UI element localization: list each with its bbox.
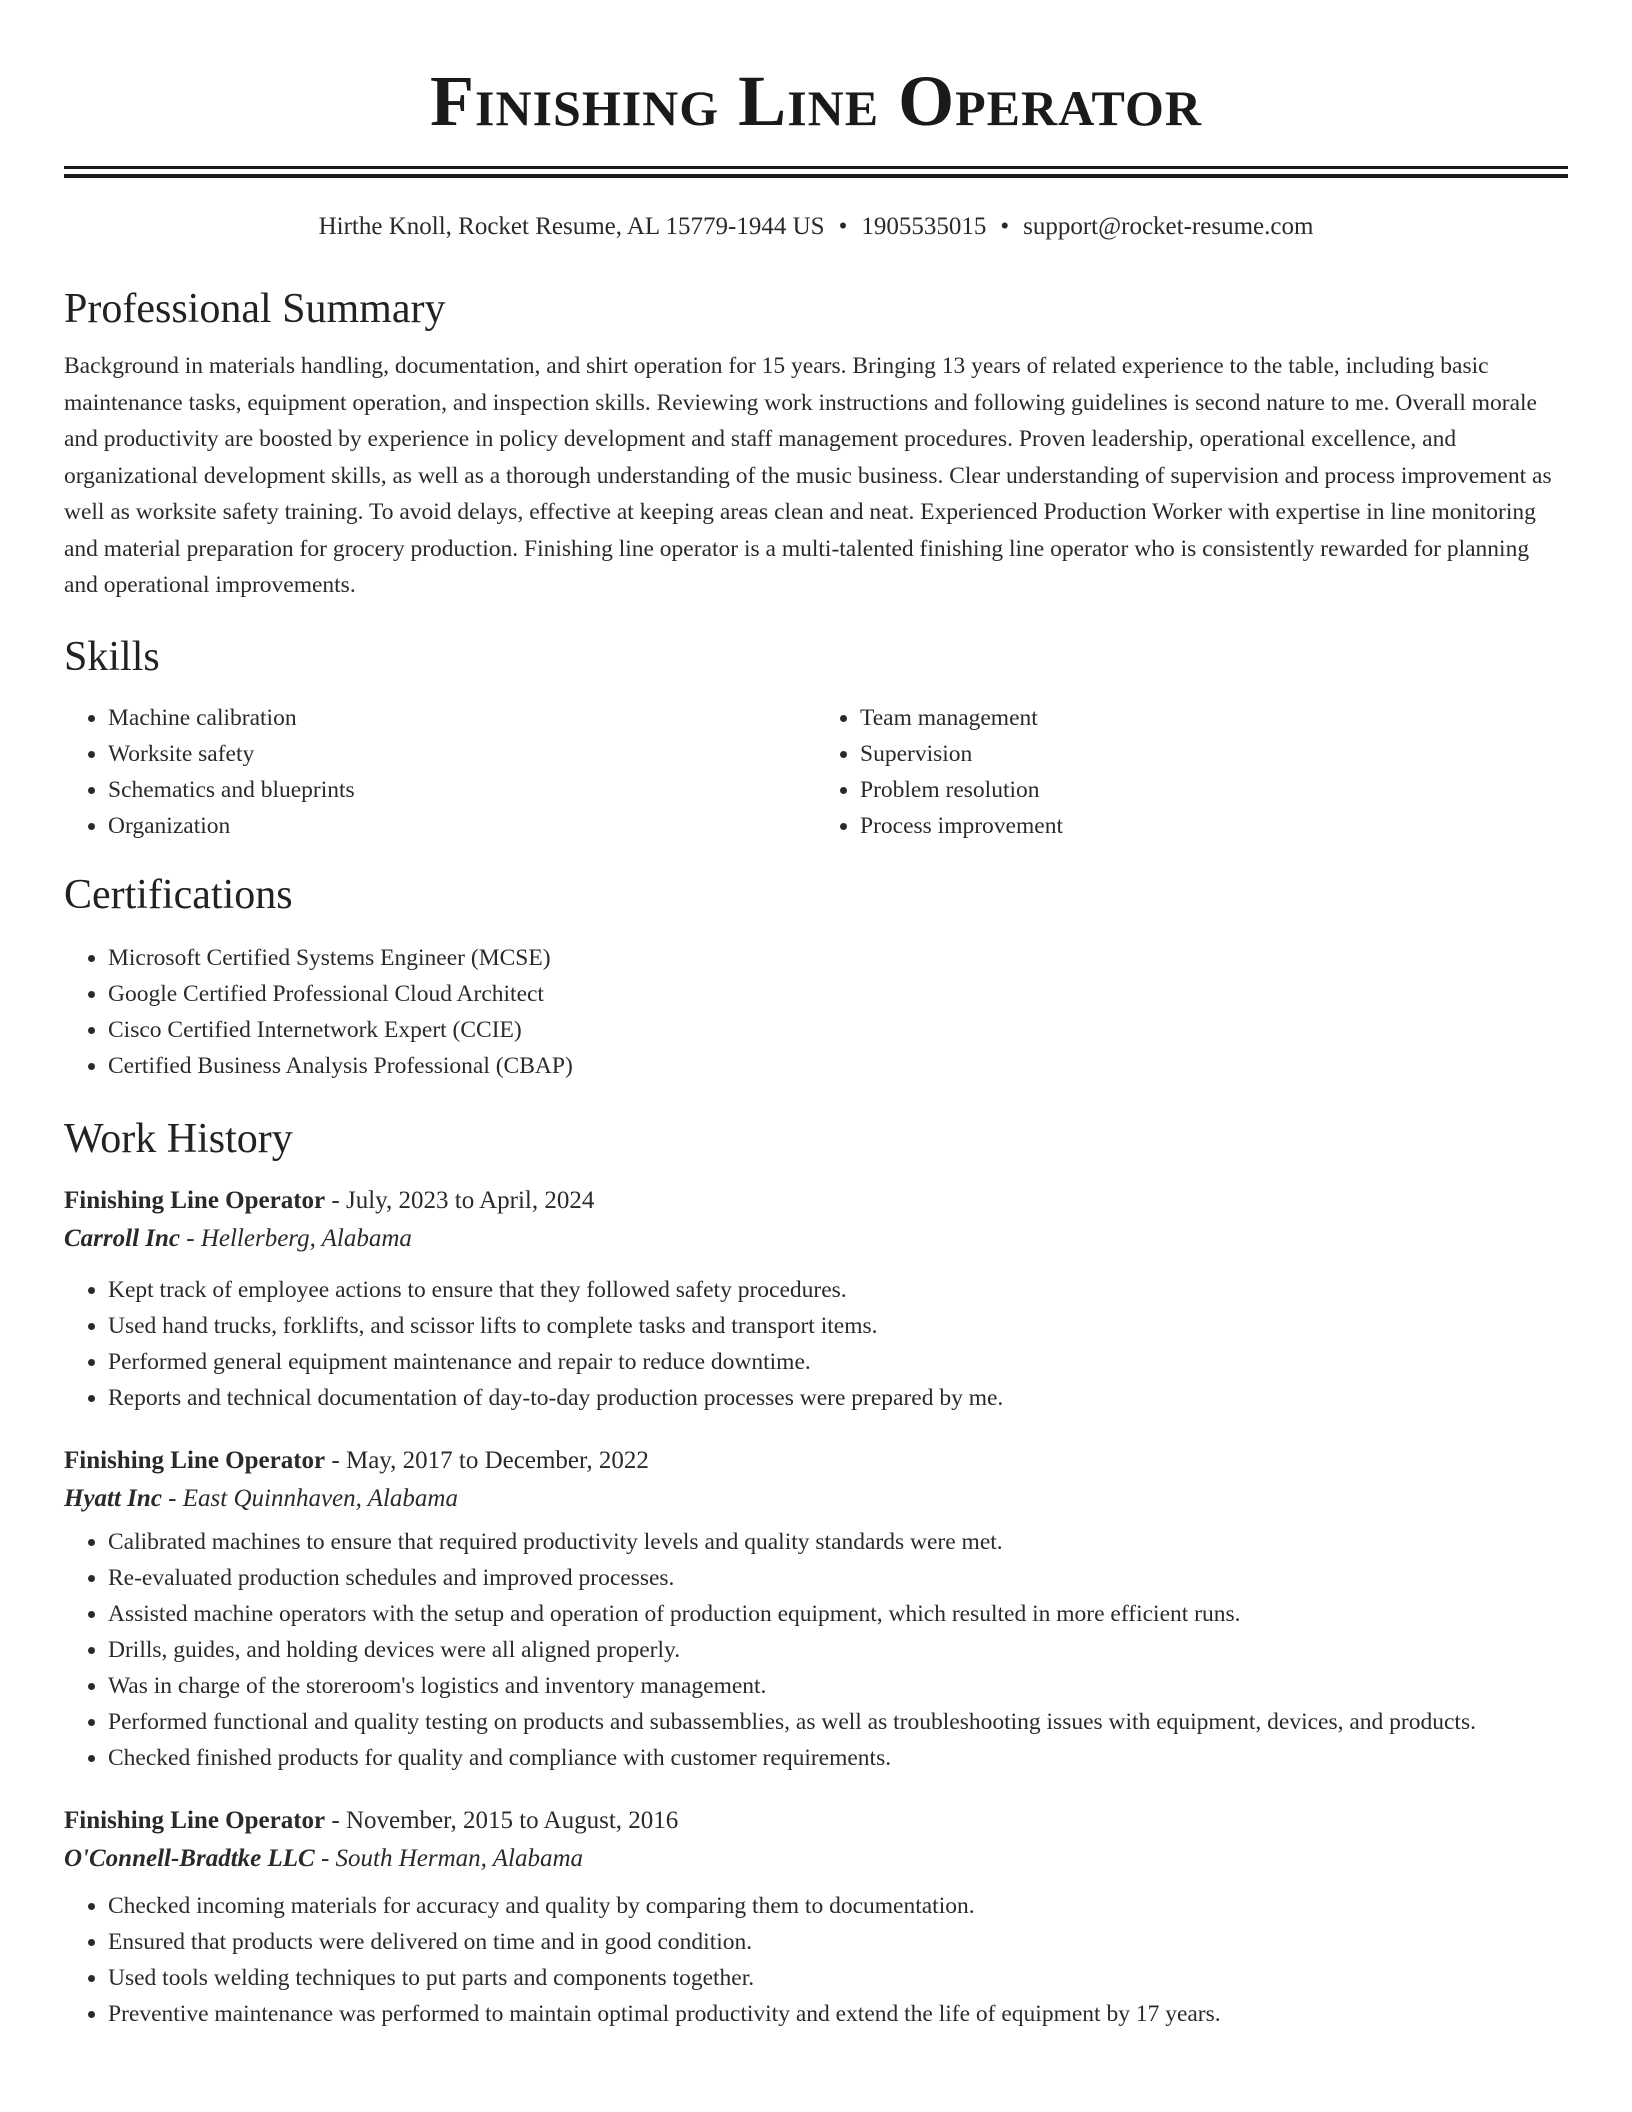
certification-item: • Cisco Certified Internetwork Expert (CCIE)	[108, 1012, 1568, 1048]
job-bullet: • Preventive maintenance was performed to maintain optimal productivity and extend the life of equipment by 17 years.	[108, 1996, 1568, 2032]
job-bullet: • Re-evaluated production schedules and improved processes.	[108, 1560, 1568, 1596]
work-history-heading: Work History	[64, 1115, 293, 1162]
job-bullets	[64, 1888, 1568, 2032]
skills-grid	[64, 700, 1568, 844]
company-name: Carroll Inc	[64, 1224, 181, 1252]
skill-item: • Supervision	[860, 736, 1568, 772]
job-title-line	[64, 1802, 1568, 1840]
job-dates: - May, 2017 to December, 2022	[325, 1446, 649, 1474]
job-bullets	[64, 1272, 1568, 1416]
skill-item: • Organization	[108, 808, 816, 844]
job-bullet: • Assisted machine operators with the setup and operation of production equipment, which resulted in more efficient runs.	[108, 1596, 1568, 1632]
company-location: - South Herman, Alabama	[314, 1844, 583, 1872]
summary-heading: Professional Summary	[64, 286, 446, 332]
company-line	[64, 1220, 1568, 1258]
job-bullet: • Performed functional and quality testing on products and subassemblies, as well as troubleshooting issues with equipment, devices, and products.	[108, 1704, 1568, 1740]
job-bullet: • Calibrated machines to ensure that required productivity levels and quality standards were met.	[108, 1524, 1568, 1560]
skills-heading: Skills	[64, 633, 160, 680]
resume-title: Finishing Line Operator	[430, 61, 1202, 141]
job-bullet: • Kept track of employee actions to ensure that they followed safety procedures.	[108, 1272, 1568, 1308]
job-title-line	[64, 1442, 1568, 1480]
company-name: O'Connell-Bradtke LLC	[64, 1844, 315, 1872]
certification-item: • Google Certified Professional Cloud Architect	[108, 976, 1568, 1012]
job-bullet: • Used tools welding techniques to put parts and components together.	[108, 1960, 1568, 1996]
skill-item: • Team management	[860, 700, 1568, 736]
skill-item: • Worksite safety	[108, 736, 816, 772]
job-bullets	[64, 1524, 1568, 1776]
company-line	[64, 1840, 1568, 1878]
job-bullet: • Used hand trucks, forklifts, and scissor lifts to complete tasks and transport items.	[108, 1308, 1568, 1344]
job-bullet: • Performed general equipment maintenance and repair to reduce downtime.	[108, 1344, 1568, 1380]
job-entry	[64, 1802, 1568, 2032]
certification-item: • Microsoft Certified Systems Engineer (MCSE)	[108, 940, 1568, 976]
company-name: Hyatt Inc	[64, 1484, 162, 1512]
certification-item: • Certified Business Analysis Professional (CBAP)	[108, 1048, 1568, 1084]
job-bullet: • Checked finished products for quality and compliance with customer requirements.	[108, 1740, 1568, 1776]
job-dates: - July, 2023 to April, 2024	[325, 1186, 595, 1214]
company-line	[64, 1480, 1568, 1518]
contact-address: Hirthe Knoll, Rocket Resume, AL 15779-1944 US	[318, 213, 825, 240]
job-bullet: • Ensured that products were delivered on time and in good condition.	[108, 1924, 1568, 1960]
skills-list-left	[64, 700, 816, 844]
job-bullet: • Checked incoming materials for accuracy and quality by comparing them to documentation.	[108, 1888, 1568, 1924]
job-entry	[64, 1442, 1568, 1776]
certifications-list	[64, 940, 1568, 1084]
job-bullet: • Drills, guides, and holding devices were all aligned properly.	[108, 1632, 1568, 1668]
job-entry	[64, 1182, 1568, 1416]
skill-item: • Schematics and blueprints	[108, 772, 816, 808]
company-location: - East Quinnhaven, Alabama	[161, 1484, 458, 1512]
certifications-heading: Certifications	[64, 871, 293, 918]
job-bullet: • Reports and technical documentation of day-to-day production processes were prepared by me.	[108, 1380, 1568, 1416]
job-dates: - November, 2015 to August, 2016	[325, 1806, 679, 1834]
job-title: Finishing Line Operator	[64, 1806, 326, 1834]
job-title: Finishing Line Operator	[64, 1446, 326, 1474]
title-divider-top	[64, 166, 1568, 169]
contact-separator: •	[838, 213, 848, 240]
skill-item: • Process improvement	[860, 808, 1568, 844]
contact-separator: •	[1000, 213, 1010, 240]
contact-line	[64, 212, 1568, 242]
skills-list-right	[816, 700, 1568, 844]
skill-item: • Problem resolution	[860, 772, 1568, 808]
skill-item: • Machine calibration	[108, 700, 816, 736]
job-title-line	[64, 1182, 1568, 1220]
summary-text: Background in materials handling, documentation, and shirt operation for 15 years. Bringing 13 years of related experience to the table, including basic maintenance tasks, equipment operation, and inspection skills. Reviewing work instructions and following guidelines is second nature to me. Overall morale and productivity are boosted by experience in policy development and staff management procedures. Proven leadership, operational excellence, and organizational development skills, as well as a thorough understanding of the music business. Clear understanding of supervision and process improvement as well as worksite safety training. To avoid delays, effective at keeping areas clean and neat. Experienced Production Worker with expertise in line monitoring and material preparation for grocery production. Finishing line operator is a multi-talented finishing line operator who is consistently rewarded for planning and operational improvements.	[64, 353, 1552, 598]
job-bullet: • Was in charge of the storeroom's logistics and inventory management.	[108, 1668, 1568, 1704]
title-divider-bottom	[64, 174, 1568, 178]
company-location: - Hellerberg, Alabama	[180, 1224, 412, 1252]
contact-email: support@rocket-resume.com	[1023, 213, 1314, 240]
contact-phone: 1905535015	[861, 213, 987, 240]
job-title: Finishing Line Operator	[64, 1186, 326, 1214]
